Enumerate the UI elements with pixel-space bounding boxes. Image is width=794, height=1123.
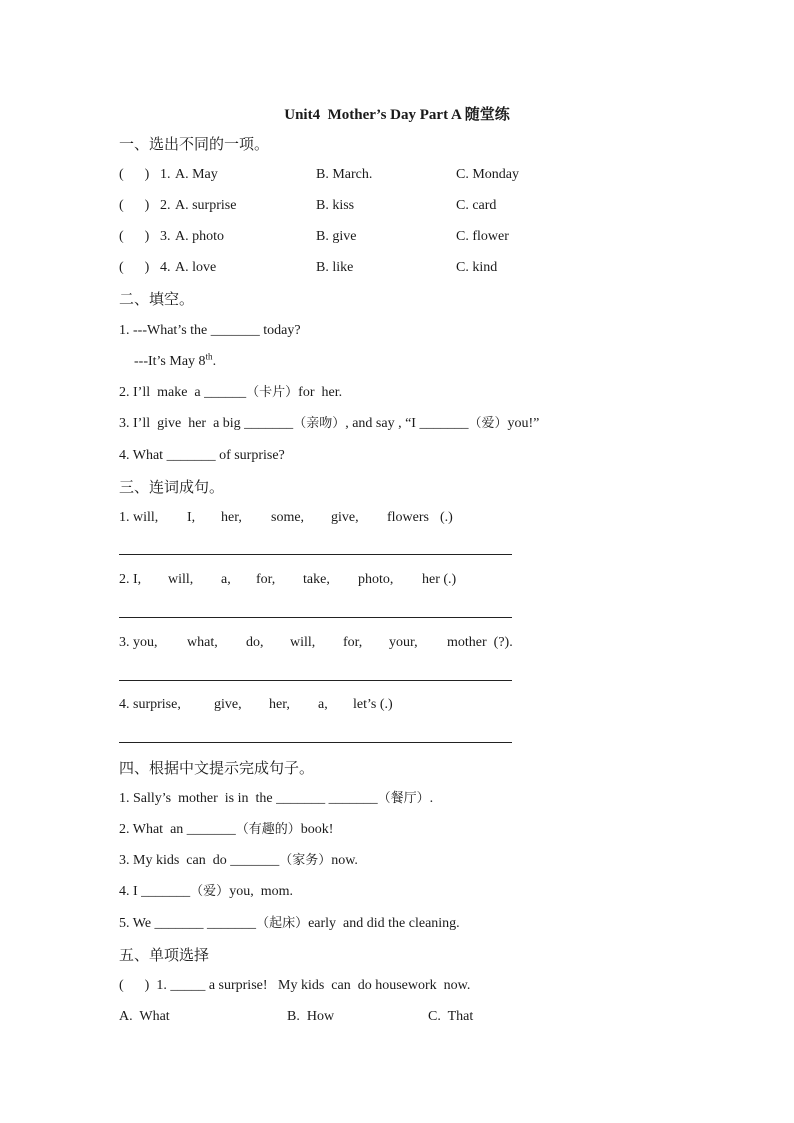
text: you!” [507, 416, 540, 431]
option-a: A. love [175, 260, 217, 275]
option-c: C. card [456, 198, 497, 213]
text: 3. My kids can do _______ [119, 853, 280, 868]
chinese-hint: （家务） [279, 853, 332, 868]
chinese-hint: （亲吻） [293, 416, 346, 431]
option-b: B. like [316, 260, 354, 275]
word: give, [214, 697, 242, 712]
answer-bracket[interactable]: ( ) [119, 198, 150, 213]
word: flowers [387, 510, 429, 525]
word: mother (?). [447, 635, 513, 650]
answer-line[interactable] [119, 617, 512, 618]
translate-question-2 [119, 821, 333, 839]
word: her, [269, 697, 290, 712]
word: a, [318, 697, 328, 712]
choice-row [0, 166, 794, 184]
text: 2. I’ll make a ______ [119, 385, 247, 400]
option-a: A. surprise [175, 198, 237, 213]
word-order-row [0, 696, 794, 714]
word: take, [303, 572, 330, 587]
answer-line[interactable] [119, 680, 512, 681]
text: 3. I’ll give her a big _______ [119, 416, 294, 431]
option-c: C. flower [456, 229, 509, 244]
fill-question-1: 1. ---What’s the _______ today? [119, 323, 301, 338]
text: now. [331, 853, 358, 868]
option-a: A. photo [175, 229, 224, 244]
choice-row [0, 197, 794, 215]
translate-question-4 [119, 883, 293, 901]
choice-row [0, 259, 794, 277]
word: let’s (.) [353, 697, 393, 712]
translate-question-5 [119, 915, 460, 933]
answer-line[interactable] [119, 742, 512, 743]
text: early and did the cleaning. [308, 916, 460, 931]
answer-line[interactable] [119, 554, 512, 555]
word: I, [187, 510, 196, 525]
section-heading-5: 五、单项选择 [119, 946, 210, 964]
word: for, [343, 635, 363, 650]
fill-answer-text: ---It’s May 8 [134, 354, 206, 369]
fill-question-2 [119, 384, 342, 402]
section-heading-4: 四、根据中文提示完成句子。 [119, 759, 315, 777]
chinese-hint: （爱） [468, 416, 508, 431]
fill-answer-line [134, 353, 216, 371]
question-number: 1. [160, 167, 171, 182]
word: photo, [358, 572, 394, 587]
ordinal-suffix: th [205, 351, 213, 362]
answer-bracket[interactable]: ( ) [119, 167, 150, 182]
section-heading-1: 一、选出不同的一项。 [119, 135, 270, 153]
mc-option-c[interactable]: C. That [428, 1009, 474, 1024]
word: 1. will, [119, 510, 159, 525]
text: for her. [298, 385, 343, 400]
fill-answer-end: . [212, 354, 217, 369]
mc-option-b[interactable]: B. How [287, 1009, 335, 1024]
word: your, [389, 635, 418, 650]
chinese-hint: （起床） [256, 916, 309, 931]
chinese-hint: （有趣的） [235, 822, 301, 837]
text: 4. I _______ [119, 884, 191, 899]
page-title: Unit4 Mother’s Day Part A 随堂练 [284, 107, 510, 123]
word: what, [187, 635, 218, 650]
word: will, [290, 635, 316, 650]
text: 1. Sally’s mother is in the _______ _______ [119, 791, 378, 806]
word: (.) [440, 510, 453, 525]
option-c: C. kind [456, 260, 498, 275]
fill-question-3 [119, 415, 539, 433]
text: 2. What an _______ [119, 822, 236, 837]
section-heading-2: 二、填空。 [119, 290, 195, 308]
translate-question-1 [119, 790, 433, 808]
option-b: B. March. [316, 167, 373, 182]
question-number: 3. [160, 229, 171, 244]
text: 5. We _______ _______ [119, 916, 257, 931]
option-a: A. May [175, 167, 218, 182]
choice-row [0, 228, 794, 246]
answer-bracket[interactable]: ( ) [119, 260, 150, 275]
word: 2. I, [119, 572, 142, 587]
word-order-row [0, 634, 794, 652]
word: for, [256, 572, 276, 587]
word: a, [221, 572, 231, 587]
question-number: 4. [160, 260, 171, 275]
text: you, mom. [229, 884, 293, 899]
mc-question-1: ( ) 1. _____ a surprise! My kids can do housework now. [119, 978, 471, 993]
word: will, [168, 572, 194, 587]
chinese-hint: （餐厅） [377, 791, 430, 806]
mc-option-a[interactable]: A. What [119, 1009, 170, 1024]
text: book! [300, 822, 334, 837]
question-number: 2. [160, 198, 171, 213]
word: her (.) [422, 572, 457, 587]
text: . [429, 791, 434, 806]
answer-bracket[interactable]: ( ) [119, 229, 150, 244]
option-b: B. kiss [316, 198, 355, 213]
word: do, [246, 635, 264, 650]
word-order-row [0, 509, 794, 527]
chinese-hint: （爱） [190, 884, 230, 899]
word: some, [271, 510, 305, 525]
section-heading-3: 三、连词成句。 [119, 478, 225, 496]
text: , and say , “I _______ [345, 416, 469, 431]
word-order-row [0, 571, 794, 589]
fill-question-4: 4. What _______ of surprise? [119, 448, 285, 463]
chinese-hint: （卡片） [246, 385, 299, 400]
word: 3. you, [119, 635, 158, 650]
translate-question-3 [119, 852, 358, 870]
option-c: C. Monday [456, 167, 519, 182]
option-b: B. give [316, 229, 357, 244]
word: her, [221, 510, 242, 525]
word: give, [331, 510, 359, 525]
word: 4. surprise, [119, 697, 181, 712]
